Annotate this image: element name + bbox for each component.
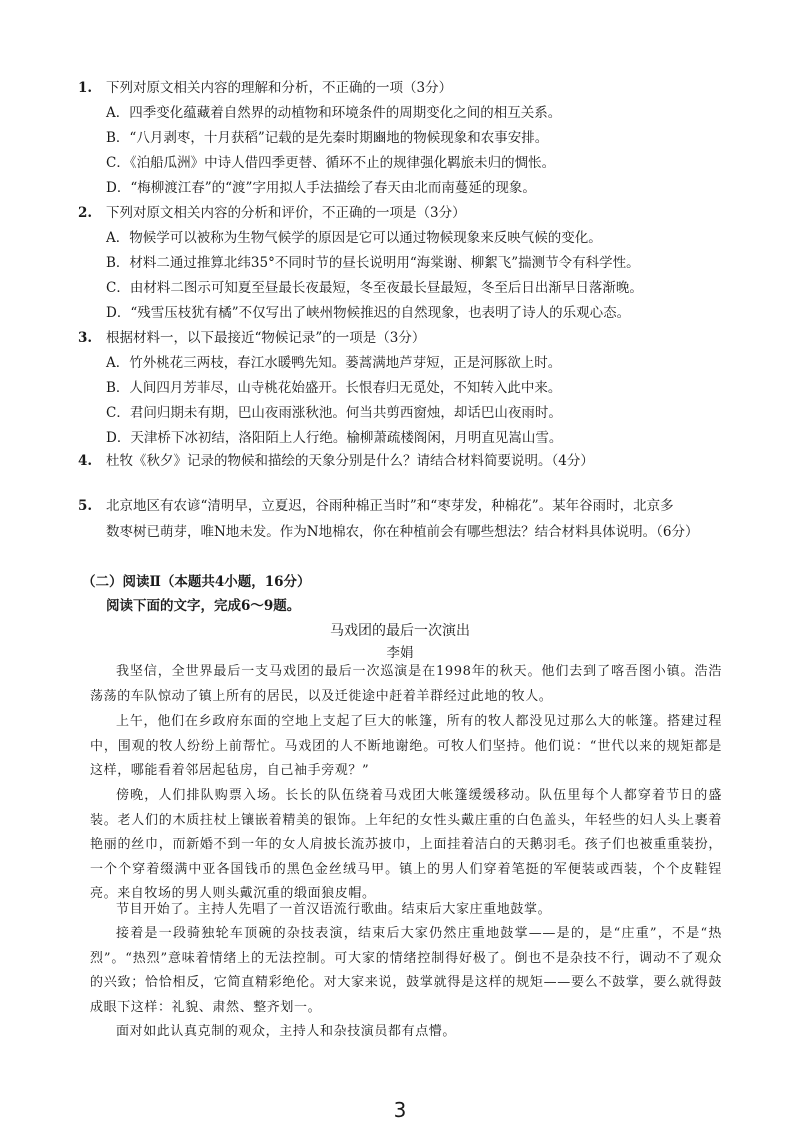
question-number: 3. xyxy=(78,330,93,346)
question-number: 2. xyxy=(78,205,93,221)
story-title: 马戏团的最后一次演出 xyxy=(330,623,470,639)
question-number: 4. xyxy=(78,453,93,469)
q1-option-a: A．四季变化蕴藏着自然界的动植物和环境条件的周期变化之间的相互关系。 xyxy=(106,105,562,121)
q3-option-b: B．人间四月芳菲尽，山寺桃花始盛开。长恨春归无觅处，不知转入此中来。 xyxy=(106,380,562,396)
page-number: 3 xyxy=(393,1098,407,1122)
question-1 xyxy=(78,78,452,98)
question-number: 1. xyxy=(78,80,93,96)
story-paragraph: 节目开始了。主持人先唱了一首汉语流行歌曲。结束后大家庄重地鼓掌。 xyxy=(116,902,552,917)
section-heading: （二）阅读Ⅱ（本题共4小题，16分） xyxy=(82,574,311,590)
q3-option-d: D．天津桥下冰初结，洛阳陌上人行绝。榆柳萧疏楼阁闲，月明直见嵩山雪。 xyxy=(106,430,563,446)
story-paragraph: 上午，他们在乡政府东面的空地上支起了巨大的帐篷，所有的牧人都没见过那么大的帐篷。搭建过程中，围观的牧人纷纷上前帮忙。马戏团的人不断地谢绝。可牧人们坚持。他们说：“世代以来的规矩都是这样，哪能看着邻居起毡房，自己袖手旁观？” xyxy=(90,714,722,778)
q2-option-c: C．由材料二图示可知夏至昼最长夜最短，冬至夜最长昼最短，冬至后日出渐早日落渐晚。 xyxy=(106,280,643,296)
question-stem: 下列对原文相关内容的分析和评价，不正确的一项是（3分） xyxy=(106,205,466,221)
q3-option-c: C．君问归期未有期，巴山夜雨涨秋池。何当共剪西窗烛，却话巴山夜雨时。 xyxy=(106,405,562,421)
story-author: 李娟 xyxy=(386,645,414,661)
q2-option-b: B．材料二通过推算北纬35°不同时节的昼长说明用“海棠谢、柳絮飞”揣测节令有科学性。 xyxy=(106,255,640,271)
question-stem-line-2: 数枣树已萌芽，唯N地未发。作为N地棉农，你在种植前会有哪些想法？结合材料具体说明。（6分） xyxy=(106,524,699,540)
q2-option-a: A．物候学可以被称为生物气候学的原因是它可以通过物候现象来反映气候的变化。 xyxy=(106,230,602,246)
question-2 xyxy=(78,203,466,223)
question-stem: 杜牧《秋夕》记录的物候和描绘的天象分别是什么？请结合材料简要说明。（4分） xyxy=(106,453,594,469)
q1-option-c: C．《泊船瓜洲》中诗人借四季更替、循环不止的规律强化羁旅未归的惆怅。 xyxy=(106,155,556,171)
q3-option-a: A．竹外桃花三两枝，春江水暖鸭先知。蒌蒿满地芦芽短，正是河豚欲上时。 xyxy=(106,355,562,371)
story-paragraph: 傍晚，人们排队购票入场。长长的队伍绕着马戏团大帐篷缓缓移动。队伍里每个人都穿着节日的盛装。老人们的木质拄杖上镶嵌着精美的银饰。上年纪的女性头戴庄重的白色盖头，年轻些的妇人头上裹着艳丽的丝巾，而新婚不到一年的女人肩披长流苏披巾，上面挂着洁白的天鹅羽毛。孩子们也被重重装扮，一个个穿着缀满中亚各国钱币的黑色金丝绒马甲。镇上的男人们穿着笔挺的军便装或西装，个个皮鞋锃亮。来自牧场的男人则头戴沉重的缎面狼皮帽。 xyxy=(90,788,722,901)
question-4 xyxy=(78,451,594,471)
story-paragraph: 面对如此认真克制的观众，主持人和杂技演员都有点懵。 xyxy=(116,1024,457,1039)
question-stem: 根据材料一，以下最接近“物候记录”的一项是（3分） xyxy=(106,330,426,346)
story-paragraph: 我坚信，全世界最后一支马戏团的最后一次巡演是在1998年的秋天。他们去到了喀吾图小镇。浩浩荡荡的车队惊动了镇上所有的居民，以及迁徙途中赶着羊群经过此地的牧人。 xyxy=(90,664,722,704)
question-stem: 下列对原文相关内容的理解和分析，不正确的一项（3分） xyxy=(106,80,453,96)
question-5 xyxy=(78,493,738,545)
question-number: 5. xyxy=(78,498,93,514)
q2-option-d: D．“残雪压枝犹有橘”不仅写出了峡州物候推迟的自然现象，也表明了诗人的乐观心态。 xyxy=(106,305,631,321)
q1-option-b: B．“八月剥枣，十月获稻”记载的是先秦时期豳地的物候现象和农事安排。 xyxy=(106,130,549,146)
reading-instruction: 阅读下面的文字，完成6～9题。 xyxy=(106,598,301,614)
story-paragraph: 接着是一段骑独轮车顶碗的杂技表演，结束后大家仍然庄重地鼓掌——是的，是“庄重”，不是“热烈”。“热烈”意味着情绪上的无法控制。可大家的情绪控制得好极了。倒也不是杂技不行，调动不了观众的兴致；恰恰相反，它简直精彩绝伦。对大家来说，鼓掌就得是这样的规矩——要么不鼓掌，要么就得鼓成眼下这样：礼貌、肃然、整齐划一。 xyxy=(90,926,722,1015)
question-stem-line-1: 北京地区有农谚“清明早，立夏迟，谷雨种棉正当时”和“枣芽发，种棉花”。某年谷雨时，北京多 xyxy=(106,498,674,514)
q1-option-d: D．“梅柳渡江春”的“渡”字用拟人手法描绘了春天由北而南蔓延的现象。 xyxy=(106,180,536,196)
question-3 xyxy=(78,328,425,348)
